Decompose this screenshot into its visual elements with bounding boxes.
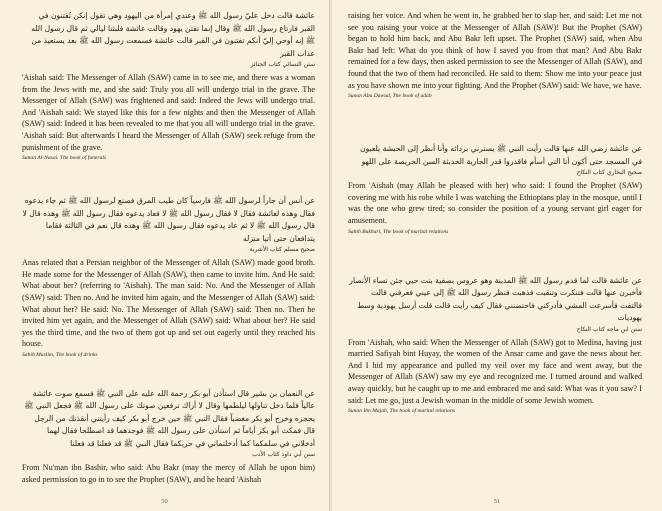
english-translation: From Nu'man ibn Bashir, who said: Abu Bakr (may the mercy of Allah be upon him) asked permission to go in to see the Prophet (SAW), and he heard 'Aishah (22, 463, 315, 484)
hadith-entry (22, 388, 315, 486)
hadith-entry (348, 10, 642, 99)
source-reference: Sahih Bukhari, The book of marital relations (348, 228, 449, 235)
source-reference: Sunan Al-Nasai. The book of funerals (22, 155, 107, 162)
hadith-entry (348, 275, 642, 415)
arabic-text: عائشة قالت دخل عليّ رسول الله ﷺ وعندي إمرأة من اليهود وهي تقول إنكن تُفتنون في القبر فارتاع رسول الله ﷺ وقال إنما تفتن يهود وقالت عائشة فلبثنا ليالي ثم قال رسول الله ﷺ إنه أوحي إليّ أنكم تفتنون في القبر قالت عائشة فسمعت رسول الله ﷺ بعد يستعيذ من عذاب القبر (31, 11, 315, 58)
arabic-source: صحيح مسلم كتاب الأشربة (249, 246, 315, 254)
source-reference: Sahih Muslim, The book of drinks (22, 351, 98, 358)
page-number: 51 (493, 498, 501, 505)
english-translation: Anas related that a Persian neighbor of the Messenger of Allah (SAW) made good broth. He made some for the Messenger of Allah (SAW), then came to invite him. And He said: What about her? (referring to 'Aishah). The man said: No. And the Messenger of Allah (SAW) said: Then no. And he invited him again, and the Messenger of Allah (SAW) said: What about her? He said: No. The Messenger of Allah (SAW) said: Then no. Then he invited him yet again, and the Messenger of Allah (SAW) said: What about her? He said yes the third time, and the two of them got up and set out eagerly until they reached his house. (22, 258, 315, 349)
page-number: 50 (161, 498, 168, 505)
english-translation: raising her voice. And when he went in, he grabbed her to slap her, and said: Let me not see you raising your voice at the Messenger of Allah (SAW)! But the Prophet (SAW) began to hold him back, and Abu Bakr left upset. The Prophet (SAW) said, when Abu Bakr had left: What do you think of how I saved you from that man? And Abu Bakr remained for a few days, then asked permission to see the Messenger of Allah (SAW), and found that the two of them had reconciled. He said to them: Show me into your peace just as you have shown me into your fighting. And the Prophet (SAW) said: We have, we have. (348, 11, 642, 90)
hadith-entry (348, 143, 642, 234)
arabic-text: عن أنس أن جاراً لرسول الله ﷺ فارسياً كان طيب المرق فصنع لرسول الله ﷺ ثم جاء يدعوه فقال وهذه لعائشة فقال لا فقال رسول الله ﷺ لا فعاد يدعوه فقال رسول الله ﷺ وهذه قال لا قال رسول الله ﷺ لا ثم عاد يدعوه فقال رسول الله ﷺ وهذه قال نعم في الثالثة فقاما يتدافعان حتى أتيا منزله (22, 196, 315, 243)
hadith-entry (22, 10, 315, 161)
arabic-source: سنن النسائي كتاب الجنائز (250, 61, 315, 68)
source-reference: Sunan Abu Dawud, The book of adab (348, 93, 432, 100)
arabic-text: عن عائشة قالت لما قدم رسول الله ﷺ المدينة وهو عروس بصفية بنت حيي جئن نساء الأنصار فأخبرن عنها قالت فتنكرت وتنقبت فذهبت فنظر رسول الله ﷺ إلى عيني فعرفني قالت فالتفت فأسرعت المشي فأدركني فاحتضنني فقال كيف رأيت قالت قلت أرسل يهودية وسط يهوديات (349, 275, 642, 323)
arabic-source: صحيح البخاري كتاب النكاح (576, 169, 642, 177)
arabic-text: عن النعمان بن بشير قال استأذن أبو بكر رحمة الله عليه على النبي ﷺ فسمع صوت عائشة عالياً فلما دخل تناولها ليلطمها وقال لا أراك ترفعين صوتك على رسول الله ﷺ فجعل النبي ﷺ يحجزه وخرج أبو بكر مغضباً فقال النبي ﷺ حين خرج أبو بكر كيف رأيتني أنقذتك من الرجل قال فمكث أبو بكر أياماً ثم استأذن على رسول الله ﷺ فوجدهما قد اصطلحا فقال لهما أدخلاني في سلمكما كما أدخلتماني في حربكما فقال النبي ﷺ قد فعلنا قد فعلنا (24, 388, 315, 448)
arabic-source: سنن ابن ماجه كتاب النكاح (576, 325, 642, 333)
hadith-entry (22, 195, 315, 358)
source-reference: Sunan Ibn Majah, The book of marital relations (348, 408, 456, 415)
english-translation: 'Aishah said: The Messenger of Allah (SAW) came in to see me, and there was a woman from the Jews with me, and she said: Truly you all will undergo trial in the grave. The Messenger of Allah (SAW) was frightened and said: Indeed the Jews will undergo trial. And 'Aishah said: We stayed like this for a few nights and then the Messenger of Allah (SAW) said: Indeed it has been revealed to me that you all will undergo trial in the grave. 'Aishah said: But afterwards I heard the Messenger of Allah (SAW) seek refuge from the punishment of the grave. (22, 73, 315, 152)
left-page (0, 0, 330, 511)
arabic-source: سنن أبي داود كتاب الأدب (252, 451, 315, 459)
english-translation: From 'Aishah (may Allah be pleased with her) who said: I found the Prophet (SAW) covering me with his robe while I was watching the Ethiopians play in the mosque, until I was the one who grew tired; so consider the position of a young servant girl eager for amusement. (348, 181, 642, 225)
english-translation: From 'Aishah, who said: When the Messenger of Allah (SAW) got to Medina, having just married Safiyah bint Huyay, the women of the Ansar came and gave the news about her. And I hid my appearance and pulled my veil over my face and went away, but the Messenger of Allah (SAW) saw my eye and recognized me. I turned around and walked away quickly, but he caught up to me and embraced me and said: What was it you saw? I said: Let me go, just a Jewish woman in the middle of some Jewish women. (348, 337, 642, 405)
arabic-text: عن عائشة رضي الله عنها قالت رأيت النبي ﷺ يسترني بردائه وأنا أنظر إلى الحبشة يلعبون في المسجد حتى أكون أنا التي أسأم فاقدروا قدر الجارية الحديثة السن الحريصة على اللهو (360, 144, 642, 166)
right-page (332, 0, 662, 511)
